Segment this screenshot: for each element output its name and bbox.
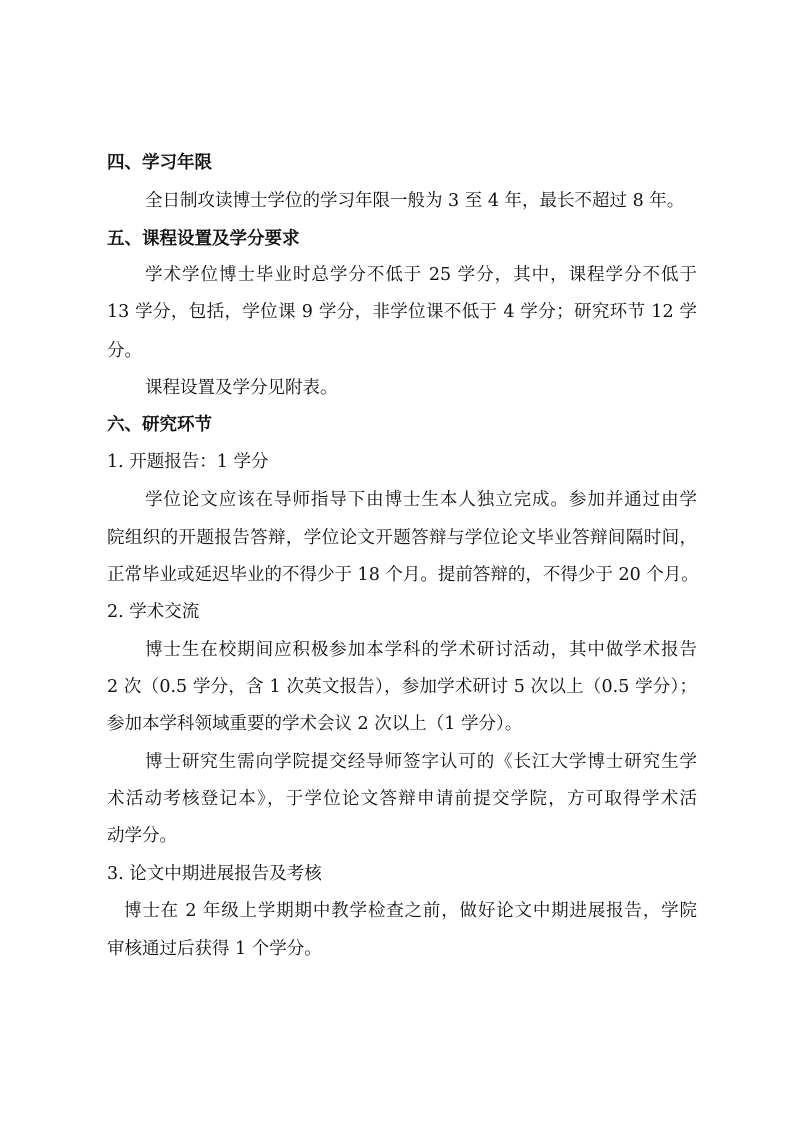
paragraph-line: 2 次（0.5 学分，含 1 次英文报告），参加学术研讨 5 次以上（0.5 学分）；	[107, 677, 697, 697]
paragraph-line: 博士研究生需向学院提交经导师签字认可的《长江大学博士研究生学	[145, 752, 697, 772]
paragraph-line: 参加本学科领域重要的学术会议 2 次以上（1 学分）。	[107, 714, 523, 734]
paragraph-line: 13 学分，包括，学位课 9 学分，非学位课不低于 4 学分；研究环节 12 学	[107, 302, 697, 322]
paragraph-line: 审核通过后获得 1 个学分。	[107, 939, 322, 959]
item-title-proposal-report: 1. 开题报告：1 学分	[107, 452, 269, 472]
section-heading-study-duration: 四、学习年限	[107, 153, 212, 173]
paragraph-line: 博士生在校期间应积极参加本学科的学术研讨活动，其中做学术报告	[145, 640, 697, 660]
section-heading-research: 六、研究环节	[107, 415, 212, 435]
item-title-midterm-report: 3. 论文中期进展报告及考核	[107, 864, 322, 884]
paragraph-line: 术活动考核登记本》，于学位论文答辩申请前提交学院，方可取得学术活	[107, 789, 697, 809]
paragraph-line: 课程设置及学分见附表。	[145, 378, 338, 398]
paragraph-line: 全日制攻读博士学位的学习年限一般为 3 至 4 年，最长不超过 8 年。	[145, 191, 685, 211]
paragraph-line: 正常毕业或延迟毕业的不得少于 18 个月。提前答辩的，不得少于 20 个月。	[107, 565, 699, 585]
item-title-academic-exchange: 2. 学术交流	[107, 602, 200, 622]
paragraph-line: 学位论文应该在导师指导下由博士生本人独立完成。参加并通过由学	[145, 490, 697, 510]
paragraph-line: 博士在 2 年级上学期期中教学检查之前，做好论文中期进展报告，学院	[124, 901, 697, 921]
section-heading-courses-credits: 五、课程设置及学分要求	[107, 229, 300, 249]
paragraph-line: 院组织的开题报告答辩，学位论文开题答辩与学位论文毕业答辩间隔时间，	[107, 528, 697, 548]
paragraph-line: 分。	[107, 341, 142, 361]
paragraph-line: 动学分。	[107, 826, 177, 846]
paragraph-line: 学术学位博士毕业时总学分不低于 25 学分，其中，课程学分不低于	[145, 265, 697, 285]
